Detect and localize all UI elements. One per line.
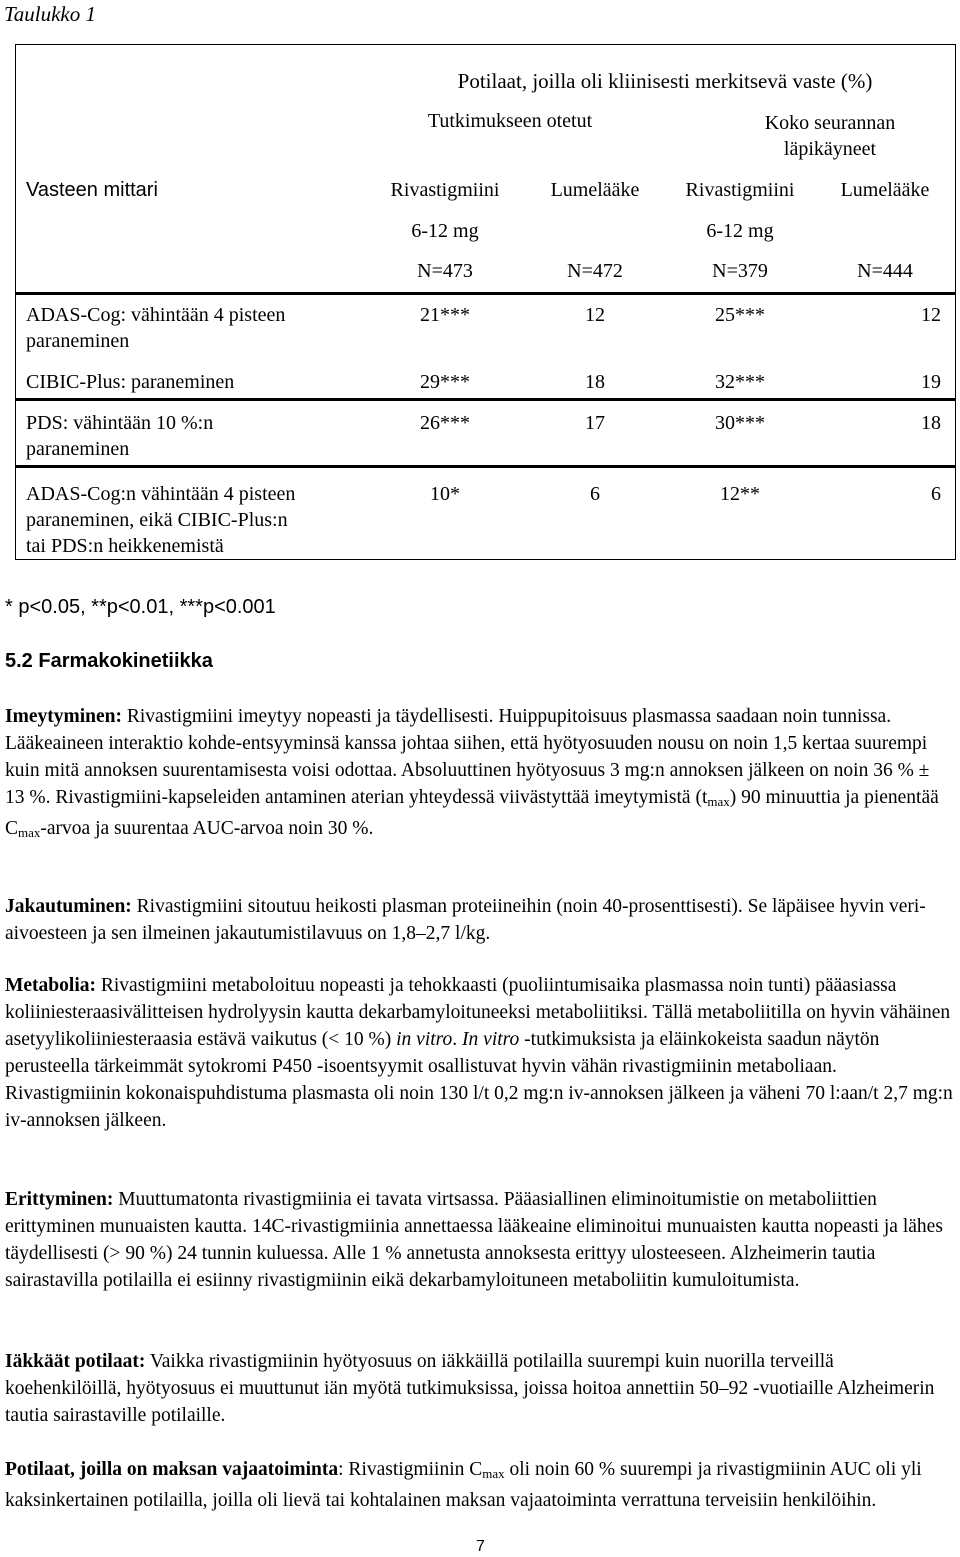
paragraph-text: Rivastigmiini metaboloituu nopeasti ja tehokkaasti (puoliintumisaika plasmassa noin tunti) pääasiassa koliiniesteraasivälitteisen hydrolyysin kautta dekarbamyloituneeksi metaboliitiksi. Tällä metaboliitilla on hyvin vähäinen asetyylikoliiniesteraasia estävä vaikutus (< 10 %) — [5, 975, 951, 1050]
table-cell: 32*** — [715, 371, 765, 393]
subscript: max — [482, 1466, 505, 1481]
col-n-1: N=473 — [417, 260, 473, 282]
section-title: 5.2 Farmakokinetiikka — [5, 650, 213, 672]
row-label-line: ADAS-Cog:n vähintään 4 pisteen — [26, 483, 296, 505]
col-n-3: N=379 — [712, 260, 768, 282]
paragraph-text: Muuttumatonta rivastigmiinia ei tavata virtsassa. Pääasiallinen eliminoitumistie on metaboliittien erittyminen munuaisten kautta. 14C-rivastigmiinia annettaessa lääkeaine eliminoitui munuaisten kautta nopeasti ja lähes täydellisesti (> 90 %) 24 tunnin kuluessa. Alle 1 % annetusta annoksesta erittyy ulosteeseen. Alzheimerin tautia sairastavilla potilailla ei esiinny rivastigmiinin eikä dekarbamyloituneen metaboliitin kumuloitumista. — [5, 1189, 943, 1291]
significance-footnote: * p<0.05, **p<0.01, ***p<0.001 — [5, 596, 276, 618]
table-cell: 18 — [585, 371, 605, 393]
row-rule-2 — [15, 398, 956, 401]
table-cell: 6 — [590, 483, 600, 505]
measure-label: Vasteen mittari — [26, 179, 158, 201]
row-label-line: paraneminen, eikä CIBIC-Plus:n — [26, 509, 288, 531]
paragraph-text: -tutkimuksista ja eläinkokeista saadun näytön perusteella tärkeimmät sytokromi P450 -isoentsyymit osallistuvat hyvin vähän rivastigmiinin metaboliaan. Rivastigmiinin kokonaispuhdistuma plasmasta oli noin 130 l/t 0,2 mg:n iv-annoksen jälkeen ja väheni 70 l:aan/t 2,7 mg:n iv-annoksen jälkeen. — [5, 1029, 953, 1131]
paragraph-text: ) 90 minuuttia ja pienentää C — [5, 787, 939, 839]
group-header-completers-line1: Koko seurannan — [764, 112, 896, 134]
paragraph-label: Imeytyminen: — [5, 706, 122, 727]
header-rule — [15, 292, 956, 295]
paragraph-text: Vaikka rivastigmiinin hyötyosuus on iäkkäillä potilailla suurempi kuin nuorilla terveillä koehenkilöillä, hyötyosuus ei muuttunut iän myötä tutkimuksissa, joissa hoitoa annettiin 50–92 -vuotiaille Alzheimerin tautia sairastaville potilaille. — [5, 1351, 935, 1426]
col-dose-3: 6-12 mg — [706, 220, 774, 242]
table-row-label — [26, 410, 366, 462]
table-cell: 21*** — [420, 304, 470, 326]
table-cell: 26*** — [420, 412, 470, 434]
super-header: Potilaat, joilla oli kliinisesti merkitsevä vaste (%) — [457, 69, 873, 93]
table-row-label — [26, 369, 366, 395]
paragraph-distribution — [5, 893, 953, 947]
subscript: max — [18, 825, 41, 840]
paragraph-absorption — [5, 703, 953, 846]
paragraph-label: Jakautuminen: — [5, 896, 132, 917]
table-cell: 10* — [430, 483, 460, 505]
col-name-1: Rivastigmiini — [390, 179, 500, 201]
paragraph-metabolism — [5, 972, 953, 1134]
paragraph-text: -arvoa ja suurentaa AUC-arvoa noin 30 %. — [40, 818, 374, 839]
table-cell: 6 — [931, 483, 941, 505]
paragraph-label: Potilaat, joilla on maksan vajaatoiminta — [5, 1459, 339, 1480]
table-cell: 25*** — [715, 304, 765, 326]
col-n-2: N=472 — [567, 260, 623, 282]
paragraph-label: Metabolia: — [5, 975, 96, 996]
paragraph-label: Iäkkäät potilaat: — [5, 1351, 146, 1372]
table-cell: 12 — [921, 304, 941, 326]
table-cell: 30*** — [715, 412, 765, 434]
col-n-4: N=444 — [857, 260, 913, 282]
paragraph-hepatic — [5, 1456, 953, 1514]
col-name-4: Lumelääke — [840, 179, 930, 201]
row-label-line: PDS: vähintään 10 %:n — [26, 412, 214, 434]
table-cell: 29*** — [420, 371, 470, 393]
paragraph-excretion — [5, 1186, 953, 1294]
row-label-line: paraneminen — [26, 330, 130, 352]
response-table — [15, 44, 956, 560]
group-header-completers-line2: läpikäyneet — [783, 138, 877, 160]
paragraph-text: : Rivastigmiinin C — [338, 1459, 483, 1480]
page-number: 7 — [476, 1538, 485, 1555]
group-header-completers — [705, 110, 955, 162]
group-header-enrolled: Tutkimukseen otetut — [427, 110, 593, 132]
paragraph-elderly — [5, 1348, 953, 1429]
table-cell: 12 — [585, 304, 605, 326]
col-name-2: Lumelääke — [550, 179, 640, 201]
paragraph-text: Rivastigmiini sitoutuu heikosti plasman proteiineihin (noin 40-prosenttisesti). Se läpäisee hyvin veri-aivoesteen ja sen ilmeinen jakautumistilavuus on 1,8–2,7 l/kg. — [5, 896, 926, 944]
paragraph-text: Rivastigmiini imeytyy nopeasti ja täydellisesti. Huippupitoisuus plasmassa saadaan noin tunnissa. Lääkeaineen interaktio kohde-entsyyminsä kanssa johtaa siihen, että hyötyosuuden nousu on noin 1,5 kertaa suurempi kuin mitä annoksen suurentamisesta voisi odottaa. Absoluuttinen hyötyosuus 3 mg:n annoksen jälkeen on noin 36 % ± 13 %. Rivastigmiini-kapseleiden antaminen aterian yhteydessä viivästyttää imeytymistä (t — [5, 706, 930, 808]
table-row-label — [26, 481, 366, 559]
italic-term: in vitro — [396, 1029, 453, 1050]
subscript: max — [707, 794, 730, 809]
table-caption: Taulukko 1 — [4, 2, 96, 26]
table-cell: 18 — [921, 412, 941, 434]
col-name-3: Rivastigmiini — [685, 179, 795, 201]
paragraph-label: Erittyminen: — [5, 1189, 114, 1210]
row-label-line: tai PDS:n heikkenemistä — [26, 535, 224, 557]
row-rule-3 — [15, 465, 956, 468]
table-cell: 17 — [585, 412, 605, 434]
table-row-label — [26, 302, 366, 354]
table-cell: 19 — [921, 371, 941, 393]
paragraph-text: . — [452, 1029, 463, 1050]
row-label-line: CIBIC-Plus: paraneminen — [26, 371, 235, 393]
row-label-line: ADAS-Cog: vähintään 4 pisteen — [26, 304, 286, 326]
table-cell: 12** — [720, 483, 760, 505]
row-label-line: paraneminen — [26, 438, 130, 460]
italic-term: In vitro — [462, 1029, 520, 1050]
paragraph-text: oli noin 60 % suurempi ja rivastigmiinin AUC oli yli kaksinkertainen potilailla, joilla oli lievä tai kohtalainen maksan vajaatoiminta verrattuna terveisiin henkilöihin. — [5, 1459, 922, 1511]
col-dose-1: 6-12 mg — [411, 220, 479, 242]
